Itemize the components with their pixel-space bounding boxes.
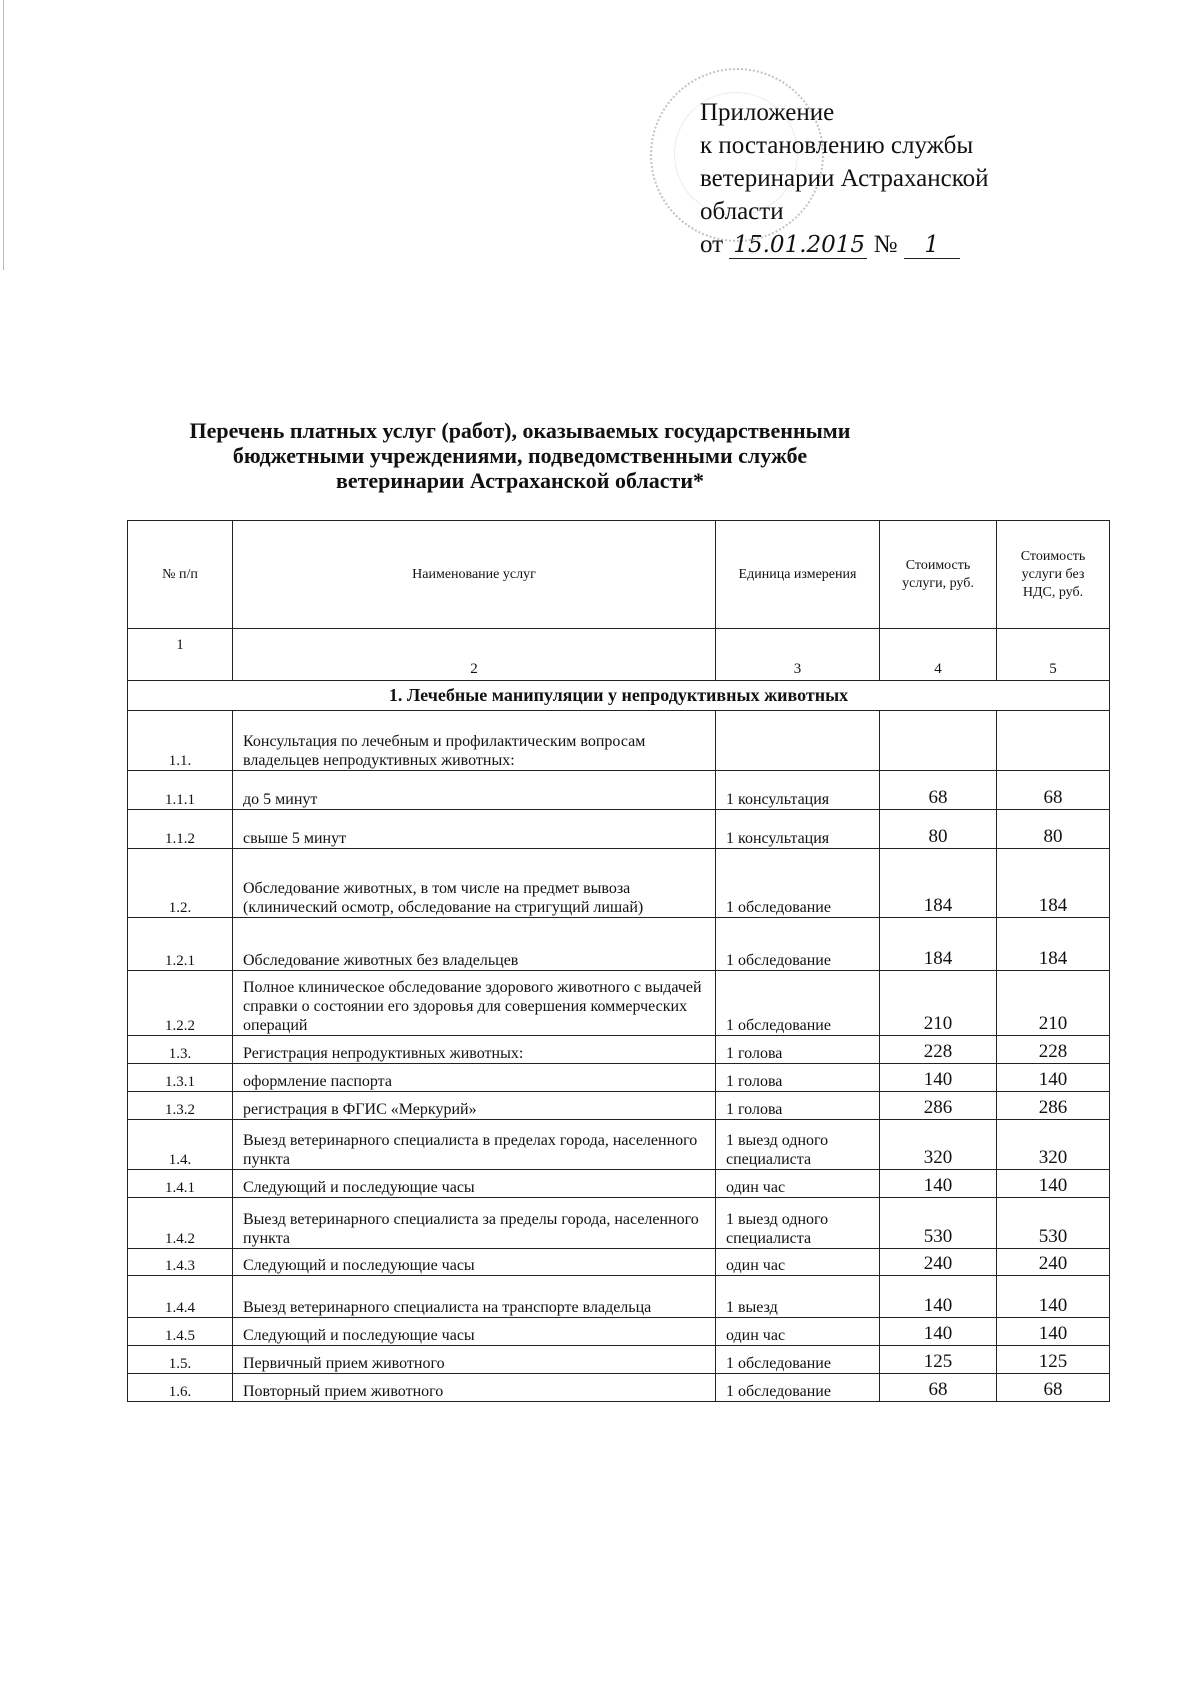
table-row <box>128 771 1110 810</box>
service-cost: 125 <box>880 1346 997 1374</box>
appendix-date-line <box>700 228 989 261</box>
service-name: Выезд ветеринарного специалиста на транспорте владельца <box>233 1276 716 1318</box>
unit-of-measure: 1 обследование <box>716 971 880 1036</box>
service-cost: 68 <box>880 771 997 810</box>
handwritten-number: 1 <box>904 232 960 259</box>
service-cost-no-vat: 80 <box>997 810 1110 849</box>
table-row <box>128 971 1110 1036</box>
service-cost-no-vat: 320 <box>997 1120 1110 1170</box>
service-name: Следующий и последующие часы <box>233 1170 716 1198</box>
service-name: регистрация в ФГИС «Меркурий» <box>233 1092 716 1120</box>
service-cost-no-vat: 228 <box>997 1036 1110 1064</box>
unit-of-measure: 1 выезд одного специалиста <box>716 1198 880 1249</box>
row-number: 1.4.4 <box>128 1276 233 1318</box>
service-name: оформление паспорта <box>233 1064 716 1092</box>
service-cost: 68 <box>880 1374 997 1402</box>
table-row <box>128 1064 1110 1092</box>
title-line-2: бюджетными учреждениями, подведомственными службе <box>232 443 808 468</box>
service-cost: 530 <box>880 1198 997 1249</box>
table-header-row <box>128 521 1110 629</box>
table-row <box>128 1346 1110 1374</box>
service-cost: 80 <box>880 810 997 849</box>
document-title <box>140 418 900 493</box>
row-number: 1.1.1 <box>128 771 233 810</box>
table-row <box>128 918 1110 971</box>
row-number: 1.4. <box>128 1120 233 1170</box>
row-number: 1.4.1 <box>128 1170 233 1198</box>
unit-of-measure: 1 консультация <box>716 771 880 810</box>
table-row <box>128 711 1110 771</box>
row-number: 1.4.2 <box>128 1198 233 1249</box>
column-index-row <box>128 629 1110 681</box>
table-row <box>128 1120 1110 1170</box>
unit-of-measure: один час <box>716 1249 880 1276</box>
appendix-line-1: Приложение <box>700 99 835 126</box>
header-cost-no-vat: Стоимость услуги без НДС, руб. <box>997 521 1110 629</box>
service-cost: 228 <box>880 1036 997 1064</box>
column-index: 3 <box>716 629 880 681</box>
table-row <box>128 1374 1110 1402</box>
service-cost: 184 <box>880 918 997 971</box>
unit-of-measure: 1 выезд <box>716 1276 880 1318</box>
unit-of-measure <box>716 711 880 771</box>
header-cost: Стоимость услуги, руб. <box>880 521 997 629</box>
unit-of-measure: 1 голова <box>716 1036 880 1064</box>
unit-of-measure: 1 обследование <box>716 1374 880 1402</box>
table-row <box>128 1276 1110 1318</box>
scan-edge-line <box>3 0 4 270</box>
service-cost-no-vat: 184 <box>997 918 1110 971</box>
handwritten-date: 15.01.2015 <box>729 232 867 259</box>
service-name: Обследование животных, в том числе на предмет вывоза (клинический осмотр, обследование на стригущий лишай) <box>233 849 716 918</box>
row-number: 1.2.1 <box>128 918 233 971</box>
appendix-line-3: ветеринарии Астраханской <box>700 165 989 192</box>
row-number: 1.3. <box>128 1036 233 1064</box>
service-cost-no-vat: 125 <box>997 1346 1110 1374</box>
unit-of-measure: 1 выезд одного специалиста <box>716 1120 880 1170</box>
service-cost-no-vat: 140 <box>997 1318 1110 1346</box>
service-cost: 240 <box>880 1249 997 1276</box>
table-row <box>128 849 1110 918</box>
unit-of-measure: 1 обследование <box>716 918 880 971</box>
unit-of-measure: 1 обследование <box>716 849 880 918</box>
service-cost-no-vat: 68 <box>997 1374 1110 1402</box>
service-name: Полное клиническое обследование здорового животного с выдачей справки о состоянии его здоровья для совершения коммерческих операций <box>233 971 716 1036</box>
service-cost <box>880 711 997 771</box>
row-number: 1.6. <box>128 1374 233 1402</box>
appendix-line-2: к постановлению службы <box>700 132 974 159</box>
service-name: Консультация по лечебным и профилактическим вопросам владельцев непродуктивных животных: <box>233 711 716 771</box>
service-cost-no-vat: 140 <box>997 1170 1110 1198</box>
service-cost: 140 <box>880 1276 997 1318</box>
service-name: свыше 5 минут <box>233 810 716 849</box>
unit-of-measure: один час <box>716 1170 880 1198</box>
appendix-block <box>700 96 989 261</box>
table-row <box>128 1092 1110 1120</box>
service-cost: 286 <box>880 1092 997 1120</box>
price-table <box>127 520 1110 1402</box>
service-cost: 184 <box>880 849 997 918</box>
row-number: 1.4.3 <box>128 1249 233 1276</box>
title-line-1: Перечень платных услуг (работ), оказываемых государственными <box>189 418 851 443</box>
unit-of-measure: 1 обследование <box>716 1346 880 1374</box>
table-row <box>128 1036 1110 1064</box>
section-row <box>128 681 1110 711</box>
service-name: до 5 минут <box>233 771 716 810</box>
row-number: 1.4.5 <box>128 1318 233 1346</box>
table-row <box>128 1170 1110 1198</box>
service-cost: 210 <box>880 971 997 1036</box>
table-row <box>128 810 1110 849</box>
service-cost: 140 <box>880 1064 997 1092</box>
service-cost-no-vat: 286 <box>997 1092 1110 1120</box>
header-name: Наименование услуг <box>233 521 716 629</box>
service-name: Следующий и последующие часы <box>233 1249 716 1276</box>
table-row <box>128 1198 1110 1249</box>
service-cost-no-vat: 140 <box>997 1064 1110 1092</box>
service-cost-no-vat: 240 <box>997 1249 1110 1276</box>
service-name: Повторный прием животного <box>233 1374 716 1402</box>
header-unit: Единица измерения <box>716 521 880 629</box>
number-label: № <box>873 231 898 258</box>
row-number: 1.2. <box>128 849 233 918</box>
row-number: 1.3.2 <box>128 1092 233 1120</box>
service-name: Регистрация непродуктивных животных: <box>233 1036 716 1064</box>
service-name: Выезд ветеринарного специалиста в пределах города, населенного пункта <box>233 1120 716 1170</box>
service-name: Следующий и последующие часы <box>233 1318 716 1346</box>
unit-of-measure: 1 консультация <box>716 810 880 849</box>
service-cost: 140 <box>880 1170 997 1198</box>
service-cost-no-vat: 184 <box>997 849 1110 918</box>
column-index: 2 <box>233 629 716 681</box>
row-number: 1.1. <box>128 711 233 771</box>
row-number: 1.5. <box>128 1346 233 1374</box>
column-index: 5 <box>997 629 1110 681</box>
table-row <box>128 1249 1110 1276</box>
unit-of-measure: 1 голова <box>716 1064 880 1092</box>
row-number: 1.1.2 <box>128 810 233 849</box>
appendix-line-4: области <box>700 198 784 225</box>
service-name: Первичный прием животного <box>233 1346 716 1374</box>
service-cost-no-vat: 210 <box>997 971 1110 1036</box>
date-prefix: от <box>700 231 724 258</box>
row-number: 1.2.2 <box>128 971 233 1036</box>
header-num: № п/п <box>128 521 233 629</box>
service-cost-no-vat: 68 <box>997 771 1110 810</box>
column-index: 1 <box>128 629 233 681</box>
service-cost-no-vat: 140 <box>997 1276 1110 1318</box>
service-cost-no-vat <box>997 711 1110 771</box>
service-cost-no-vat: 530 <box>997 1198 1110 1249</box>
title-line-3: ветеринарии Астраханской области* <box>335 468 705 493</box>
table-row <box>128 1318 1110 1346</box>
row-number: 1.3.1 <box>128 1064 233 1092</box>
service-name: Обследование животных без владельцев <box>233 918 716 971</box>
column-index: 4 <box>880 629 997 681</box>
unit-of-measure: один час <box>716 1318 880 1346</box>
service-name: Выезд ветеринарного специалиста за пределы города, населенного пункта <box>233 1198 716 1249</box>
service-cost: 140 <box>880 1318 997 1346</box>
service-cost: 320 <box>880 1120 997 1170</box>
unit-of-measure: 1 голова <box>716 1092 880 1120</box>
section-title: 1. Лечебные манипуляции у непродуктивных животных <box>128 681 1110 711</box>
